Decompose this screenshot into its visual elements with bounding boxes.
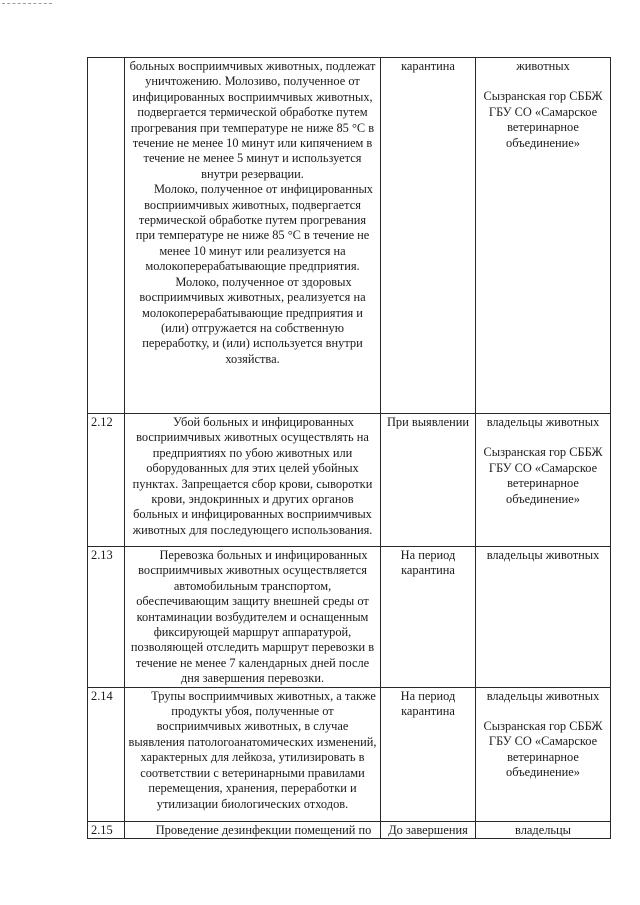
table-row — [88, 414, 611, 547]
measures-table — [87, 57, 611, 839]
responsible-line: Сызранская гор СББЖ ГБУ СО «Самарское ветеринарное объединение» — [483, 89, 603, 150]
measure-paragraph: Молоко, полученное от инфицированных восприимчивых животных, подвергается термической обработке путем прогревания при температуре не ниже 85 °С в течение не менее 10 минут или реализуется на молокоперерабатывающие предприятия. — [135, 182, 373, 274]
responsible-cell — [476, 821, 611, 838]
measure-cell — [125, 687, 381, 821]
responsible-cell — [476, 547, 611, 688]
table-row — [88, 58, 611, 414]
row-number: 2.13 — [88, 547, 125, 688]
measure-paragraph: Трупы восприимчивых животных, а также продукты убоя, полученные от восприимчивых животных, в случае выявления патологоанатомических изменений, характерных для лейкоза, утилизировать в соответствии с ветеринарными правилами перемещения, хранения, переработки и утилизации биологических отходов. — [128, 688, 377, 811]
table-row — [88, 547, 611, 688]
term-cell: При выявлении — [381, 414, 476, 547]
measure-paragraph: Молоко, полученное от здоровых восприимчивых животных, реализуется на молокоперерабатывающие предприятия и (или) отгружается на собственную переработку, и (или) используется внутри хозяйства. — [139, 274, 366, 366]
table-row — [88, 821, 611, 838]
measure-paragraph: Проведение дезинфекции помещений по — [155, 822, 372, 837]
responsible-line: владельцы — [515, 822, 571, 837]
row-number: 2.12 — [88, 414, 125, 547]
measure-cell — [125, 547, 381, 688]
measure-paragraph: больных восприимчивых животных, подлежат уничтожению. Молозиво, полученное от инфицированных восприимчивых животных, подвергается термической обработке путем прогревания при температуре не ниже 85 °С в течение не менее 10 минут или кипячением в течение не менее 5 минут и используется внутри резервации. — [129, 59, 376, 181]
responsible-cell — [476, 414, 611, 547]
term-cell: До завершения — [381, 821, 476, 838]
measure-cell — [125, 414, 381, 547]
measure-paragraph: Убой больных и инфицированных восприимчивых животных осуществлять на предприятиях по убою животных или оборудованных для этих целей убойных пунктах. Запрещается сбор крови, сыворотки крови, эндокринных и других органов больных и инфицированных восприимчивых животных для последующего использования. — [132, 415, 373, 537]
responsible-cell — [476, 58, 611, 414]
row-number — [88, 58, 125, 414]
measure-paragraph: Перевозка больных и инфицированных восприимчивых животных осуществляется автомобильным транспортом, обеспечивающим защиту внешней среды от контаминации возбудителем и оснащенным фиксирующей маршрут аппаратурой, позволяющей отследить маршрут перевозки в течение не менее 7 календарных дней после дня завершения перевозки. — [130, 548, 375, 686]
term-cell: На период карантина — [381, 687, 476, 821]
responsible-line: животных — [516, 59, 570, 73]
responsible-line: владельцы животных — [486, 415, 600, 429]
responsible-line: Сызранская гор СББЖ ГБУ СО «Самарское ветеринарное объединение» — [483, 719, 603, 780]
row-number: 2.14 — [88, 687, 125, 821]
responsible-line: Сызранская гор СББЖ ГБУ СО «Самарское ветеринарное объединение» — [483, 445, 603, 506]
term-cell: На период карантина — [381, 547, 476, 688]
measure-cell — [125, 821, 381, 838]
responsible-cell — [476, 687, 611, 821]
responsible-line: владельцы животных — [486, 688, 600, 703]
measure-cell — [125, 58, 381, 414]
row-number: 2.15 — [88, 821, 125, 838]
scan-edge-mark — [2, 3, 52, 4]
term-cell: карантина — [381, 58, 476, 414]
table-row — [88, 687, 611, 821]
responsible-line: владельцы животных — [486, 548, 600, 562]
